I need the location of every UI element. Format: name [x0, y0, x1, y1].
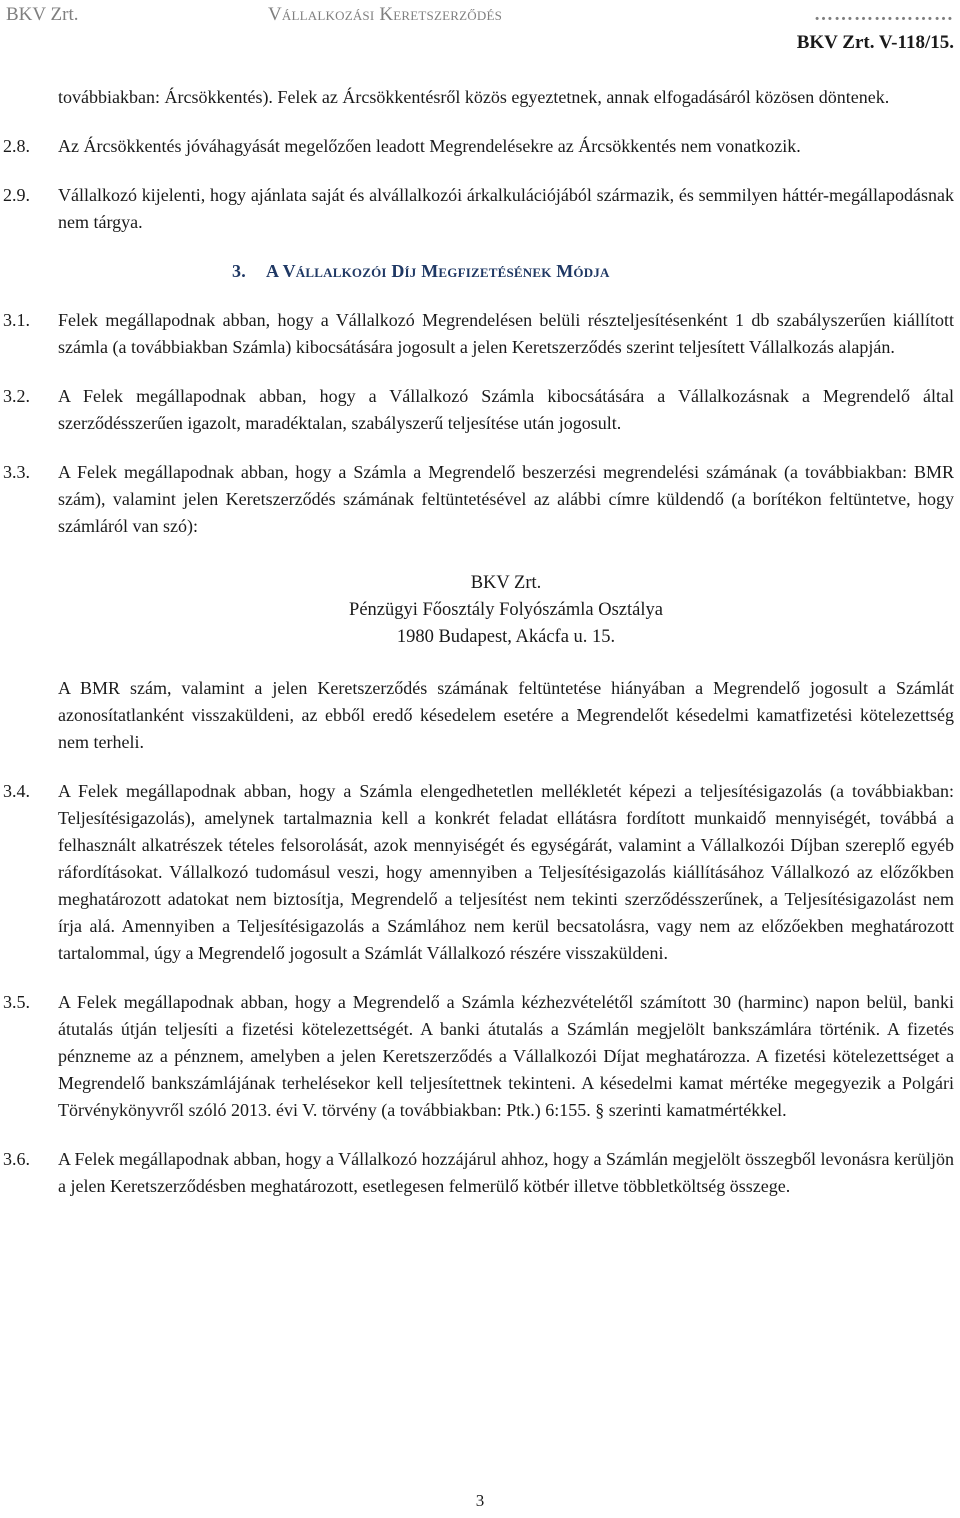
address-line-3: 1980 Budapest, Akácfa u. 15. — [396, 627, 616, 647]
paragraph-text: A Felek megállapodnak abban, hogy a Megrendelő a Számla kézhezvételétől számított 30 (harminc) napon belül, banki átutalás útján teljesíti a fizetési kötelezettségét. A banki átutalás a Számlán megjelölt bankszámlára történik. A fizetés pénzneme az a pénznem, amelyben a jelen Keretszerződés a Vállalkozói Díjat meghatározza. A fizetési kötelezettséget a Megrendelő bankszámlájának terhelésekor kell teljesítettnek tekinteni. A késedelmi kamat mértéke megegyezik a Polgári Törvénykönyvről szóló 2013. évi V. törvény (a továbbiakban: Ptk.) 6:155. § szerinti kamatmértékkel. — [58, 992, 954, 1120]
paragraph-number: 2.9. — [3, 185, 30, 205]
section-number: 3. — [232, 261, 246, 281]
page-number: 3 — [475, 1491, 485, 1510]
paragraph-3-3 — [3, 459, 954, 540]
paragraph-2-8 — [3, 133, 954, 160]
paragraph-text: Az Árcsökkentés jóváhagyását megelőzően leadott Megrendelésekre az Árcsökkentés nem vonatkozik. — [58, 136, 801, 156]
paragraph-text: A Felek megállapodnak abban, hogy a Számla a Megrendelő beszerzési megrendelési számának (a továbbiakban: BMR szám), valamint jelen Keretszerződés számának feltüntetésével az alábbi címre küldendő (a borítékon feltüntetve, hogy számláról van szó): — [58, 462, 954, 536]
paragraph-2-9 — [3, 182, 954, 236]
paragraph-number: 3.6. — [3, 1149, 30, 1169]
section-title-text: A Vállalkozói Díj Megfizetésének Módja — [266, 261, 610, 281]
paragraph-text: A Felek megállapodnak abban, hogy a Számla elengedhetetlen mellékletét képezi a teljesítésigazolás (a továbbiakban: Teljesítésigazolás), amelynek tartalmaznia kell a konkrét feladat ellátásra fordított munkaidő mennyiségét, továbbá a felhasznált alkatrészek tételes felsorolását, azok mennyiségét és egységárát, valamint a Vállalkozói Díjban szereplő egyéb ráfordításokat. Vállalkozó tudomásul veszi, hogy amennyiben a Teljesítésigazolás kiállításához Vállalkozó az előzőkben meghatározott adatokat nem biztosítja, Megrendelő a teljesítést nem tekinti szerződésszerűnek, a Teljesítésigazolást nem írja alá. Amennyiben a Teljesítésigazolás a Számlához nem kerül becsatolásra, vagy nem az előzőekben meghatározott tartalommal, úgy a Megrendelő jogosult a Számlát Vállalkozó részére visszaküldeni. — [58, 781, 954, 963]
paragraph-text: Vállalkozó kijelenti, hogy ajánlata saját és alvállalkozói árkalkulációjából származik, és semmilyen háttér-megállapodásnak nem tárgya. — [58, 185, 954, 232]
paragraph-number: 2.8. — [3, 136, 30, 156]
document-body — [3, 84, 954, 1200]
header-doc-type: Vállalkozási Keretszerződés — [268, 4, 503, 25]
address-line-1: BKV Zrt. — [470, 573, 542, 593]
paragraph-3-3-continuation: A BMR szám, valamint a jelen Keretszerződés számának feltüntetése hiányában a Megrendelő jogosult a Számlát azonosítatlanként visszaküldeni, az ebből eredő késedelem esetére a Megrendelőt késedelmi kamatfizetési kötelezettség nem terheli. — [58, 678, 954, 752]
paragraph-text: A Felek megállapodnak abban, hogy a Vállalkozó hozzájárul ahhoz, hogy a Számlán megjelölt összegből levonásra kerüljön a jelen Keretszerződésben meghatározott, esetlegesen felmerülő kötbér illetve többletköltség összege. — [58, 1149, 954, 1196]
page-header — [6, 4, 954, 54]
paragraph-number: 3.4. — [3, 781, 30, 801]
paragraph-number: 3.3. — [3, 462, 30, 482]
paragraph-3-1 — [3, 307, 954, 361]
paragraph-number: 3.5. — [3, 992, 30, 1012]
paragraph-text: A Felek megállapodnak abban, hogy a Vállalkozó Számla kibocsátására a Vállalkozásnak a Megrendelő által szerződésszerűen igazolt, maradéktalan, szabályszerű teljesítése után jogosult. — [58, 386, 954, 433]
section-title — [58, 258, 954, 285]
paragraph-text: Felek megállapodnak abban, hogy a Vállalkozó Megrendelésen belüli részteljesítésenként 1 db szabályszerűen kiállított számla (a továbbiakban Számla) kibocsátására jogosult a jelen Keretszerződés szerint teljesített Vállalkozás alapján. — [58, 310, 954, 357]
paragraph-3-2 — [3, 383, 954, 437]
header-company: BKV Zrt. — [6, 4, 79, 25]
paragraph-number: 3.2. — [3, 386, 30, 406]
paragraph-3-6 — [3, 1146, 954, 1200]
paragraph-number: 3.1. — [3, 310, 30, 330]
paragraph-3-5 — [3, 989, 954, 1124]
paragraph-3-4 — [3, 778, 954, 967]
header-doc-number: BKV Zrt. V-118/15. — [796, 32, 954, 53]
paragraph-2-7-continuation: továbbiakban: Árcsökkentés). Felek az Árcsökkentésről közös egyeztetnek, annak elfogadásáról közösen döntenek. — [58, 87, 890, 107]
header-dots: ………………… — [814, 4, 954, 25]
address-line-2: Pénzügyi Főosztály Folyószámla Osztálya — [349, 600, 663, 620]
